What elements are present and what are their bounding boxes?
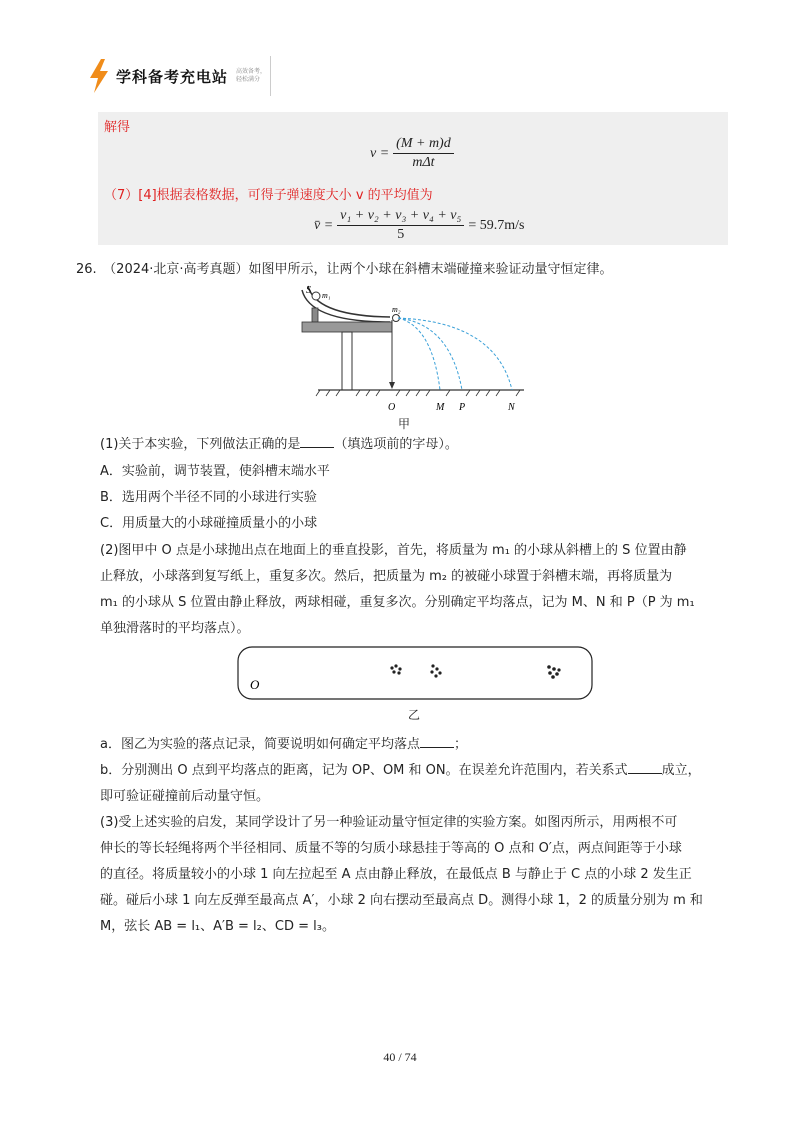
equation-v: v = $\frac{(M + m)d}{\text{mΔt}}$ [370, 136, 458, 171]
svg-text:M: M [436, 402, 445, 413]
svg-text:m₁: m₁ [322, 291, 331, 300]
figure-landing-record [236, 645, 596, 703]
option-a: A．实验前，调节装置，使斜槽末端水平 [100, 464, 330, 479]
svg-text:O: O [388, 402, 396, 413]
solution-label: 解得 [104, 120, 131, 135]
answer-blank[interactable] [420, 735, 454, 748]
lightning-bolt-icon [88, 59, 110, 93]
figure-2-caption: 乙 [408, 708, 421, 722]
question-2-line-2: 止释放，小球落到复写纸上，重复多次。然后，把质量为 m₂ 的被碰小球置于斜槽末端，再将质量为 [100, 569, 673, 584]
option-c: C．用质量大的小球碰撞质量小的小球 [100, 516, 318, 531]
step-7-text: （7）[4]根据表格数据，可得子弹速度大小 v 的平均值为 [104, 188, 433, 203]
header-divider [270, 56, 271, 96]
question-2a: a．图乙为实验的落点记录，简要说明如何确定平均落点 ； [100, 737, 467, 752]
logo-text: 学科备考充电站 [116, 67, 229, 86]
question-3-line-3: 的直径。将质量较小的小球 1 向左拉起至 A 点由静止释放，在最低点 B 与静止于 C 点的小球 2 发生正 [100, 867, 692, 882]
question-2b: b．分别测出 O 点到平均落点的距离，记为 OP、OM 和 ON。在误差允许范围内，若关系式 成立， [100, 763, 701, 778]
solution-box [98, 112, 728, 245]
question-2-line-3: m₁ 的小球从 S 位置由静止释放，两球相碰，重复多次。分别确定平均落点，记为 M、N 和 P（P 为 m₁ [100, 595, 695, 610]
question-2-line-4: 单独滑落时的平均落点）。 [100, 621, 250, 636]
question-3-line-1: (3)受上述实验的启发，某同学设计了另一种验证动量守恒定律的实验方案。如图丙所示，用两根不可 [100, 815, 678, 830]
option-b: B．选用两个半径不同的小球进行实验 [100, 490, 317, 505]
svg-text:N: N [508, 402, 515, 413]
page-number: 40 / 74 [383, 1050, 417, 1064]
equation-average-v: v̄ = $\frac{\text{v₁ + v₂ + v₃ + v₄ + v₅}}{5}$ = 59.7m/s [314, 208, 525, 242]
svg-text:S: S [306, 285, 311, 296]
question-title: 26. （2024·北京·高考真题）如图甲所示，让两个小球在斜槽末端碰撞来验证动量守恒定律。 [76, 262, 613, 277]
answer-blank[interactable] [628, 761, 662, 774]
svg-text:P: P [459, 402, 466, 413]
question-3-line-2: 伸长的等长轻绳将两个半径相同、质量不等的匀质小球悬挂于等高的 O 点和 O′点，两点间距等于小球 [100, 841, 682, 856]
question-3-line-4: 碰。碰后小球 1 向左反弹至最高点 A′，小球 2 向右摆动至最高点 D。测得小球 1，2 的质量分别为 m 和 [100, 893, 703, 908]
answer-blank[interactable] [300, 435, 334, 448]
figure-apparatus [300, 282, 530, 414]
slogan: 高效备考， 轻松满分 [236, 68, 267, 83]
svg-text:O: O [250, 677, 260, 692]
figure-1-caption: 甲 [398, 417, 411, 431]
header-logo [88, 58, 266, 94]
question-2-line-1: (2)图甲中 O 点是小球抛出点在地面上的垂直投影，首先，将质量为 m₁ 的小球从斜槽上的 S 位置由静 [100, 543, 687, 558]
question-1: (1)关于本实验，下列做法正确的是 （填选项前的字母）。 [100, 437, 458, 452]
question-3-line-5: M，弦长 AB = l₁、A′B = l₂、CD = l₃。 [100, 919, 335, 934]
svg-text:m₂: m₂ [392, 305, 401, 314]
question-2b-line-2: 即可验证碰撞前后动量守恒。 [100, 789, 270, 804]
